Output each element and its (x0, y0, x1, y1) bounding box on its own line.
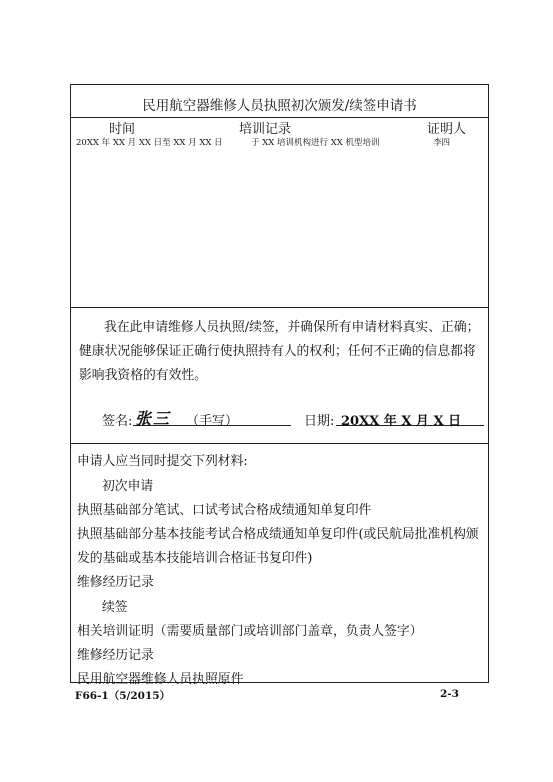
material-item: 维修经历记录 (77, 575, 154, 590)
renewal-heading: 续签 (102, 600, 128, 615)
form-title: 民用航空器维修人员执照初次颁发/续签申请书 (142, 98, 417, 114)
form-code: F66-1（5/2015） (75, 690, 171, 702)
column-header-time: 时间 (109, 122, 136, 137)
column-header-record: 培训记录 (239, 122, 292, 137)
signature-note: （手写） (186, 414, 239, 429)
date-value: 20XX 年 X 月 X 日 (341, 414, 462, 429)
material-item: 相关培训证明（需要质量部门或培训部门盖章，负责人签字） (77, 624, 423, 639)
column-header-witness: 证明人 (427, 122, 467, 137)
training-row-witness: 李四 (433, 138, 451, 148)
declaration-text: 我在此申请维修人员执照/续签，并确保所有申请材料真实、正确；健康状况能够保证正确行使执照持有人的权利；任何不正确的信息都将影响我资格的有效性。 (79, 320, 480, 383)
application-form (70, 84, 489, 687)
date-label: 日期: (304, 414, 335, 429)
materials-heading: 申请人应当同时提交下列材料: (77, 454, 248, 469)
handwritten-signature: 张三 (135, 409, 172, 428)
declaration-divider (71, 443, 488, 444)
material-item: 民用航空器维修人员执照原件 (77, 672, 244, 687)
training-section-divider (71, 307, 488, 308)
initial-application-heading: 初次申请 (102, 479, 154, 494)
material-item: 执照基础部分基本技能考试合格成绩通知单复印件(或民航局批准机构颁发的基础或基本技能培训合格证书复印件) (77, 527, 479, 566)
page-number: 2-3 (440, 688, 459, 700)
signature-label: 签名: (102, 414, 133, 429)
material-item: 执照基础部分笔试、口试考试合格成绩通知单复印件 (77, 503, 372, 518)
material-item: 维修经历记录 (77, 648, 154, 663)
training-row-time: 20XX 年 XX 月 XX 日至 XX 月 XX 日 (76, 138, 223, 148)
training-row-record: 于 XX 培训机构进行 XX 机型培训 (251, 138, 380, 148)
